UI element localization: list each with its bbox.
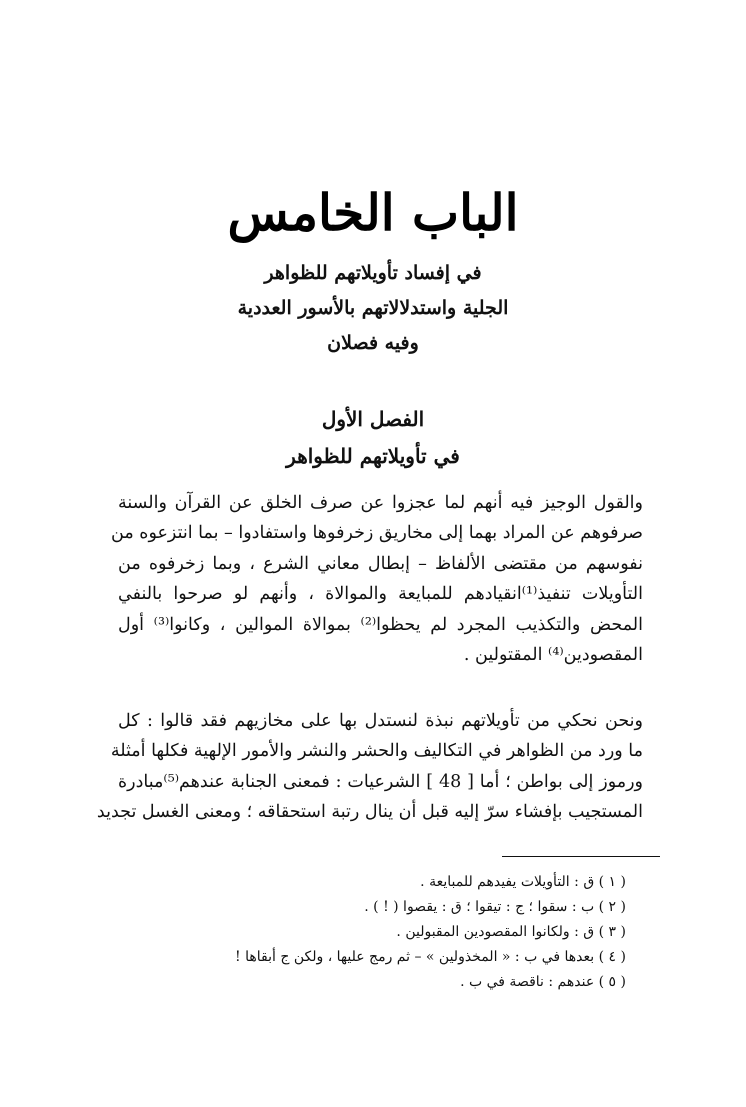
- paragraph-1: [111, 488, 644, 670]
- text-line: المقصودين⁽⁴⁾ المقتولين .: [463, 645, 643, 666]
- section-title: الفصل الأول: [321, 407, 425, 431]
- text-line: ورموز إلى بواطن ؛ أما [ 48 ] الشرعيات : فمعنى الجنابة عندهم⁽⁵⁾مبادرة: [118, 771, 644, 792]
- chapter-subtitle-line-1: في إفساد تأويلاتهم للظواهر: [264, 262, 482, 284]
- text-line: المحض والتكذيب المجرد لم يحظوا⁽²⁾ بموالاة الموالين ، وكانوا⁽³⁾ أول: [118, 614, 644, 635]
- footnote-divider: [502, 856, 660, 857]
- text-line: ونحن نحكي من تأويلاتهم نبذة لنستدل بها على مخازيهم فقد قالوا : كل: [118, 711, 643, 731]
- footnote-5: ( ٥ ) عندهم : ناقصة في ب .: [460, 974, 626, 990]
- text-line: ما ورد من الظواهر في التكاليف والحشر والنشر والأمور الإلهية فكلها أمثلة: [110, 741, 643, 762]
- paragraph-2: [96, 706, 644, 828]
- chapter-title: الباب الخامس: [227, 183, 519, 242]
- footnote-3: ( ٣ ) ق : ولكانوا المقصودين المقبولين .: [396, 924, 626, 940]
- text-line: والقول الوجيز فيه أنهم لما عجزوا عن صرف الخلق عن القرآن والسنة: [118, 493, 643, 513]
- footnote-1: ( ١ ) ق : التأويلات يفيدهم للمبايعة .: [420, 874, 626, 890]
- text-line: صرفوهم عن المراد بهما إلى مخاريق زخرفوها واستفادوا – بما انتزعوه من: [111, 523, 643, 544]
- footnotes: [150, 870, 626, 995]
- text-line: نفوسهم من مقتضى الألفاظ – إبطال معاني الشرع ، وبما زخرفوه من: [118, 553, 643, 574]
- footnote-4: ( ٤ ) بعدها في ب : « المخذولين » – ثم رمج عليها ، ولكن ج أبقاها !: [235, 949, 626, 965]
- text-line: المستجيب بإفشاء سرّ إليه قبل أن ينال رتبة استحقاقه ؛ ومعنى الغسل تجديد: [96, 802, 643, 823]
- chapter-subtitle-line-2: الجلية واستدلالاتهم بالأسور العددية: [237, 297, 509, 319]
- footnote-2: ( ٢ ) ب : سقوا ؛ ج : تيقوا ؛ ق : يقصوا ( ! ) .: [364, 899, 626, 915]
- chapter-subtitle-line-3: وفيه فصلان: [327, 332, 419, 354]
- section-subtitle: في تأويلاتهم للظواهر: [286, 444, 460, 468]
- text-line: التأويلات تنفيذ⁽¹⁾انقيادهم للمبايعة والموالاة ، وأنهم لو صرحوا بالنفي: [118, 584, 643, 605]
